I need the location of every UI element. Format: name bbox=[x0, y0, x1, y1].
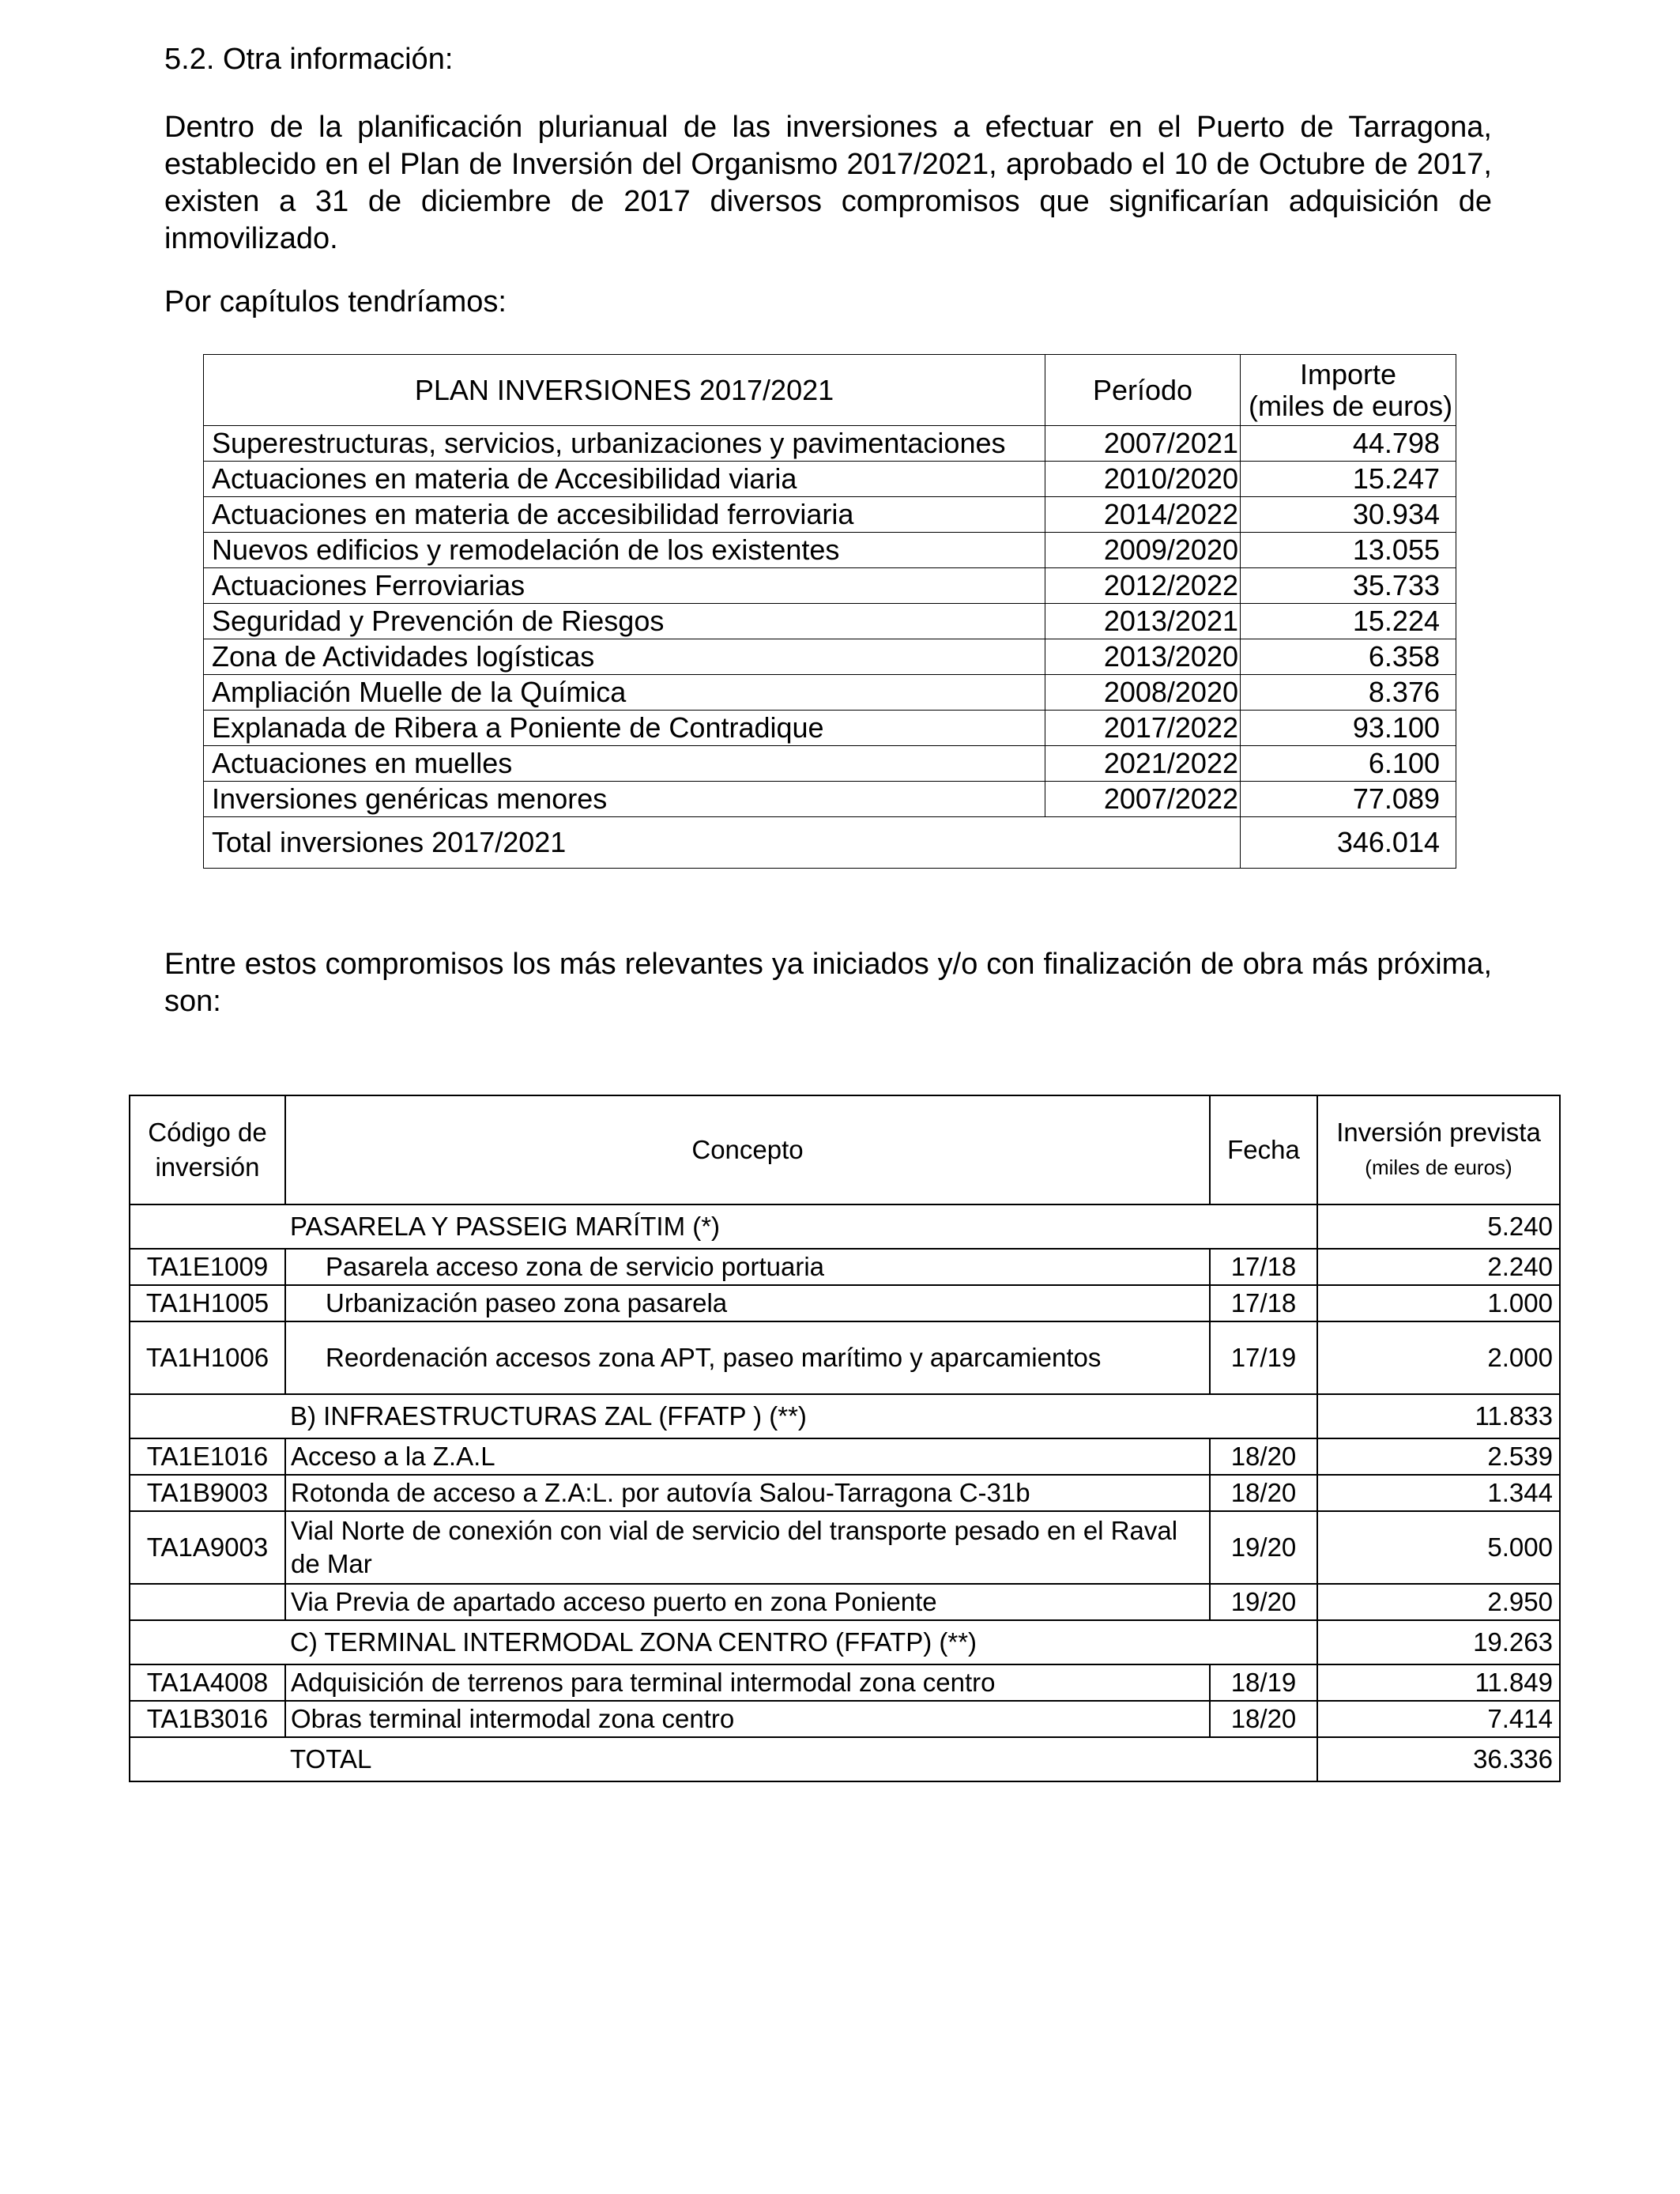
commit-concepto-cell: Vial Norte de conexión con vial de servicio del transporte pesado en el Raval de Mar bbox=[285, 1511, 1210, 1584]
importe-header-cell bbox=[1241, 355, 1456, 426]
periodo-header-cell: Período bbox=[1045, 355, 1241, 426]
commit-group-code-cell bbox=[130, 1204, 285, 1249]
commit-inversion-cell: 2.539 bbox=[1317, 1438, 1560, 1475]
commit-total-code-cell bbox=[130, 1737, 285, 1781]
plan-concepto-cell: Inversiones genéricas menores bbox=[204, 782, 1045, 817]
relevant-paragraph: Entre estos compromisos los más relevantes ya iniciados y/o con finalización de obra más próxima, son: bbox=[164, 948, 1492, 1018]
commit-table-header bbox=[130, 1095, 1560, 1204]
section-title: 5.2. Otra información: bbox=[164, 43, 454, 76]
plan-inversiones-table bbox=[203, 354, 1456, 869]
commit-inversion-cell: 1.000 bbox=[1317, 1285, 1560, 1321]
commit-table-row bbox=[130, 1511, 1560, 1584]
plan-importe-cell: 77.089 bbox=[1241, 782, 1456, 817]
commit-inversion-cell: 5.000 bbox=[1317, 1511, 1560, 1584]
plan-importe-cell: 6.358 bbox=[1241, 639, 1456, 675]
plan-importe-cell: 8.376 bbox=[1241, 675, 1456, 711]
commit-total-value: 36.336 bbox=[1317, 1737, 1560, 1781]
intro-paragraph: Dentro de la planificación plurianual de las inversiones a efectuar en el Puerto de Tarragona, establecido en el Plan de Inversión del Organismo 2017/2021, aprobado el 10 de Octubre de 2017, existen a 31 de diciembre de 2017 diversos compromisos que significarían adquisición de inmovilizado. bbox=[164, 111, 1492, 255]
concepto-header-cell: Concepto bbox=[285, 1095, 1210, 1204]
plan-table-total-row bbox=[204, 817, 1456, 869]
chapters-intro: Por capítulos tendríamos: bbox=[164, 285, 507, 319]
plan-importe-cell: 44.798 bbox=[1241, 426, 1456, 462]
commit-codigo-cell: TA1A9003 bbox=[130, 1511, 285, 1584]
commit-inversion-cell: 1.344 bbox=[1317, 1475, 1560, 1511]
commit-group-code-cell bbox=[130, 1620, 285, 1664]
codigo-header-cell: Código de inversión bbox=[130, 1095, 285, 1204]
importe-header-label: Importe bbox=[1299, 357, 1397, 390]
plan-periodo-cell: 2008/2020 bbox=[1045, 675, 1241, 711]
commit-concepto-cell: Acceso a la Z.A.L bbox=[285, 1438, 1210, 1475]
plan-total-label: Total inversiones 2017/2021 bbox=[204, 817, 1241, 869]
plan-table-row bbox=[204, 462, 1456, 497]
plan-table-row bbox=[204, 604, 1456, 639]
plan-header-cell: PLAN INVERSIONES 2017/2021 bbox=[204, 355, 1045, 426]
plan-importe-cell: 93.100 bbox=[1241, 711, 1456, 746]
plan-importe-cell: 6.100 bbox=[1241, 746, 1456, 782]
plan-concepto-cell: Seguridad y Prevención de Riesgos bbox=[204, 604, 1045, 639]
plan-table-row bbox=[204, 497, 1456, 533]
commit-inversion-cell: 7.414 bbox=[1317, 1701, 1560, 1737]
plan-table-row bbox=[204, 711, 1456, 746]
commit-group-title: B) INFRAESTRUCTURAS ZAL (FFATP ) (**) bbox=[285, 1394, 1317, 1438]
commit-table-row bbox=[130, 1475, 1560, 1511]
commit-codigo-cell: TA1E1016 bbox=[130, 1438, 285, 1475]
plan-periodo-cell: 2013/2020 bbox=[1045, 639, 1241, 675]
plan-concepto-cell: Actuaciones Ferroviarias bbox=[204, 568, 1045, 604]
commit-table-total-row bbox=[130, 1737, 1560, 1781]
commit-table-row bbox=[130, 1584, 1560, 1620]
fecha-header-cell: Fecha bbox=[1210, 1095, 1317, 1204]
commit-table-row bbox=[130, 1285, 1560, 1321]
commit-group-row bbox=[130, 1204, 1560, 1249]
commit-codigo-cell: TA1H1005 bbox=[130, 1285, 285, 1321]
plan-periodo-cell: 2007/2022 bbox=[1045, 782, 1241, 817]
commit-group-total: 19.263 bbox=[1317, 1620, 1560, 1664]
plan-concepto-cell: Actuaciones en materia de Accesibilidad viaria bbox=[204, 462, 1045, 497]
commit-fecha-cell: 17/19 bbox=[1210, 1321, 1317, 1394]
commit-table-row bbox=[130, 1249, 1560, 1285]
commit-concepto-cell: Urbanización paseo zona pasarela bbox=[285, 1285, 1210, 1321]
commit-codigo-cell: TA1H1006 bbox=[130, 1321, 285, 1394]
commit-group-title: PASARELA Y PASSEIG MARÍTIM (*) bbox=[285, 1204, 1317, 1249]
commit-concepto-cell: Rotonda de acceso a Z.A:L. por autovía Salou-Tarragona C-31b bbox=[285, 1475, 1210, 1511]
commit-fecha-cell: 18/20 bbox=[1210, 1438, 1317, 1475]
commit-inversion-cell: 2.240 bbox=[1317, 1249, 1560, 1285]
commit-fecha-cell: 19/20 bbox=[1210, 1584, 1317, 1620]
commit-inversion-cell: 2.000 bbox=[1317, 1321, 1560, 1394]
plan-periodo-cell: 2007/2021 bbox=[1045, 426, 1241, 462]
commit-group-total: 5.240 bbox=[1317, 1204, 1560, 1249]
importe-header-unit: (miles de euros) bbox=[1249, 389, 1453, 422]
plan-table-row bbox=[204, 568, 1456, 604]
commit-table-row bbox=[130, 1664, 1560, 1701]
plan-concepto-cell: Ampliación Muelle de la Química bbox=[204, 675, 1045, 711]
commit-codigo-cell: TA1B3016 bbox=[130, 1701, 285, 1737]
commit-fecha-cell: 19/20 bbox=[1210, 1511, 1317, 1584]
plan-importe-cell: 30.934 bbox=[1241, 497, 1456, 533]
commit-inversion-cell: 11.849 bbox=[1317, 1664, 1560, 1701]
commit-table-row bbox=[130, 1701, 1560, 1737]
plan-periodo-cell: 2021/2022 bbox=[1045, 746, 1241, 782]
commit-concepto-cell: Obras terminal intermodal zona centro bbox=[285, 1701, 1210, 1737]
plan-periodo-cell: 2009/2020 bbox=[1045, 533, 1241, 568]
commit-group-title: C) TERMINAL INTERMODAL ZONA CENTRO (FFATP) (**) bbox=[285, 1620, 1317, 1664]
commit-total-label: TOTAL bbox=[285, 1737, 1317, 1781]
plan-table-row bbox=[204, 782, 1456, 817]
inversion-header-unit: (miles de euros) bbox=[1365, 1155, 1512, 1179]
plan-table-row bbox=[204, 426, 1456, 462]
commit-group-row bbox=[130, 1620, 1560, 1664]
commit-fecha-cell: 18/20 bbox=[1210, 1475, 1317, 1511]
plan-table-header bbox=[204, 355, 1456, 426]
inversion-header-label: Inversión prevista bbox=[1336, 1118, 1541, 1147]
plan-importe-cell: 15.247 bbox=[1241, 462, 1456, 497]
plan-concepto-cell: Actuaciones en materia de accesibilidad ferroviaria bbox=[204, 497, 1045, 533]
commit-fecha-cell: 17/18 bbox=[1210, 1285, 1317, 1321]
commit-group-code-cell bbox=[130, 1394, 285, 1438]
plan-periodo-cell: 2012/2022 bbox=[1045, 568, 1241, 604]
commit-group-total: 11.833 bbox=[1317, 1394, 1560, 1438]
plan-concepto-cell: Superestructuras, servicios, urbanizaciones y pavimentaciones bbox=[204, 426, 1045, 462]
commit-table-row bbox=[130, 1321, 1560, 1394]
plan-table-row bbox=[204, 533, 1456, 568]
commit-concepto-cell: Pasarela acceso zona de servicio portuaria bbox=[285, 1249, 1210, 1285]
plan-periodo-cell: 2014/2022 bbox=[1045, 497, 1241, 533]
commit-concepto-cell: Via Previa de apartado acceso puerto en zona Poniente bbox=[285, 1584, 1210, 1620]
plan-periodo-cell: 2010/2020 bbox=[1045, 462, 1241, 497]
commit-table-row bbox=[130, 1438, 1560, 1475]
plan-periodo-cell: 2013/2021 bbox=[1045, 604, 1241, 639]
plan-importe-cell: 15.224 bbox=[1241, 604, 1456, 639]
commit-fecha-cell: 17/18 bbox=[1210, 1249, 1317, 1285]
plan-total-value: 346.014 bbox=[1241, 817, 1456, 869]
plan-periodo-cell: 2017/2022 bbox=[1045, 711, 1241, 746]
commit-group-row bbox=[130, 1394, 1560, 1438]
commit-codigo-cell: TA1A4008 bbox=[130, 1664, 285, 1701]
inversion-header-cell bbox=[1317, 1095, 1560, 1204]
plan-table-row bbox=[204, 675, 1456, 711]
commit-concepto-cell: Reordenación accesos zona APT, paseo marítimo y aparcamientos bbox=[285, 1321, 1210, 1394]
plan-concepto-cell: Actuaciones en muelles bbox=[204, 746, 1045, 782]
commit-fecha-cell: 18/20 bbox=[1210, 1701, 1317, 1737]
plan-concepto-cell: Zona de Actividades logísticas bbox=[204, 639, 1045, 675]
commit-inversion-cell: 2.950 bbox=[1317, 1584, 1560, 1620]
commit-codigo-cell: TA1B9003 bbox=[130, 1475, 285, 1511]
commit-concepto-cell: Adquisición de terrenos para terminal intermodal zona centro bbox=[285, 1664, 1210, 1701]
plan-importe-cell: 13.055 bbox=[1241, 533, 1456, 568]
plan-table-row bbox=[204, 639, 1456, 675]
commit-fecha-cell: 18/19 bbox=[1210, 1664, 1317, 1701]
commit-codigo-cell: TA1E1009 bbox=[130, 1249, 285, 1285]
plan-importe-cell: 35.733 bbox=[1241, 568, 1456, 604]
plan-concepto-cell: Explanada de Ribera a Poniente de Contradique bbox=[204, 711, 1045, 746]
commit-codigo-cell bbox=[130, 1584, 285, 1620]
compromisos-table bbox=[129, 1095, 1561, 1782]
plan-table-row bbox=[204, 746, 1456, 782]
plan-concepto-cell: Nuevos edificios y remodelación de los existentes bbox=[204, 533, 1045, 568]
